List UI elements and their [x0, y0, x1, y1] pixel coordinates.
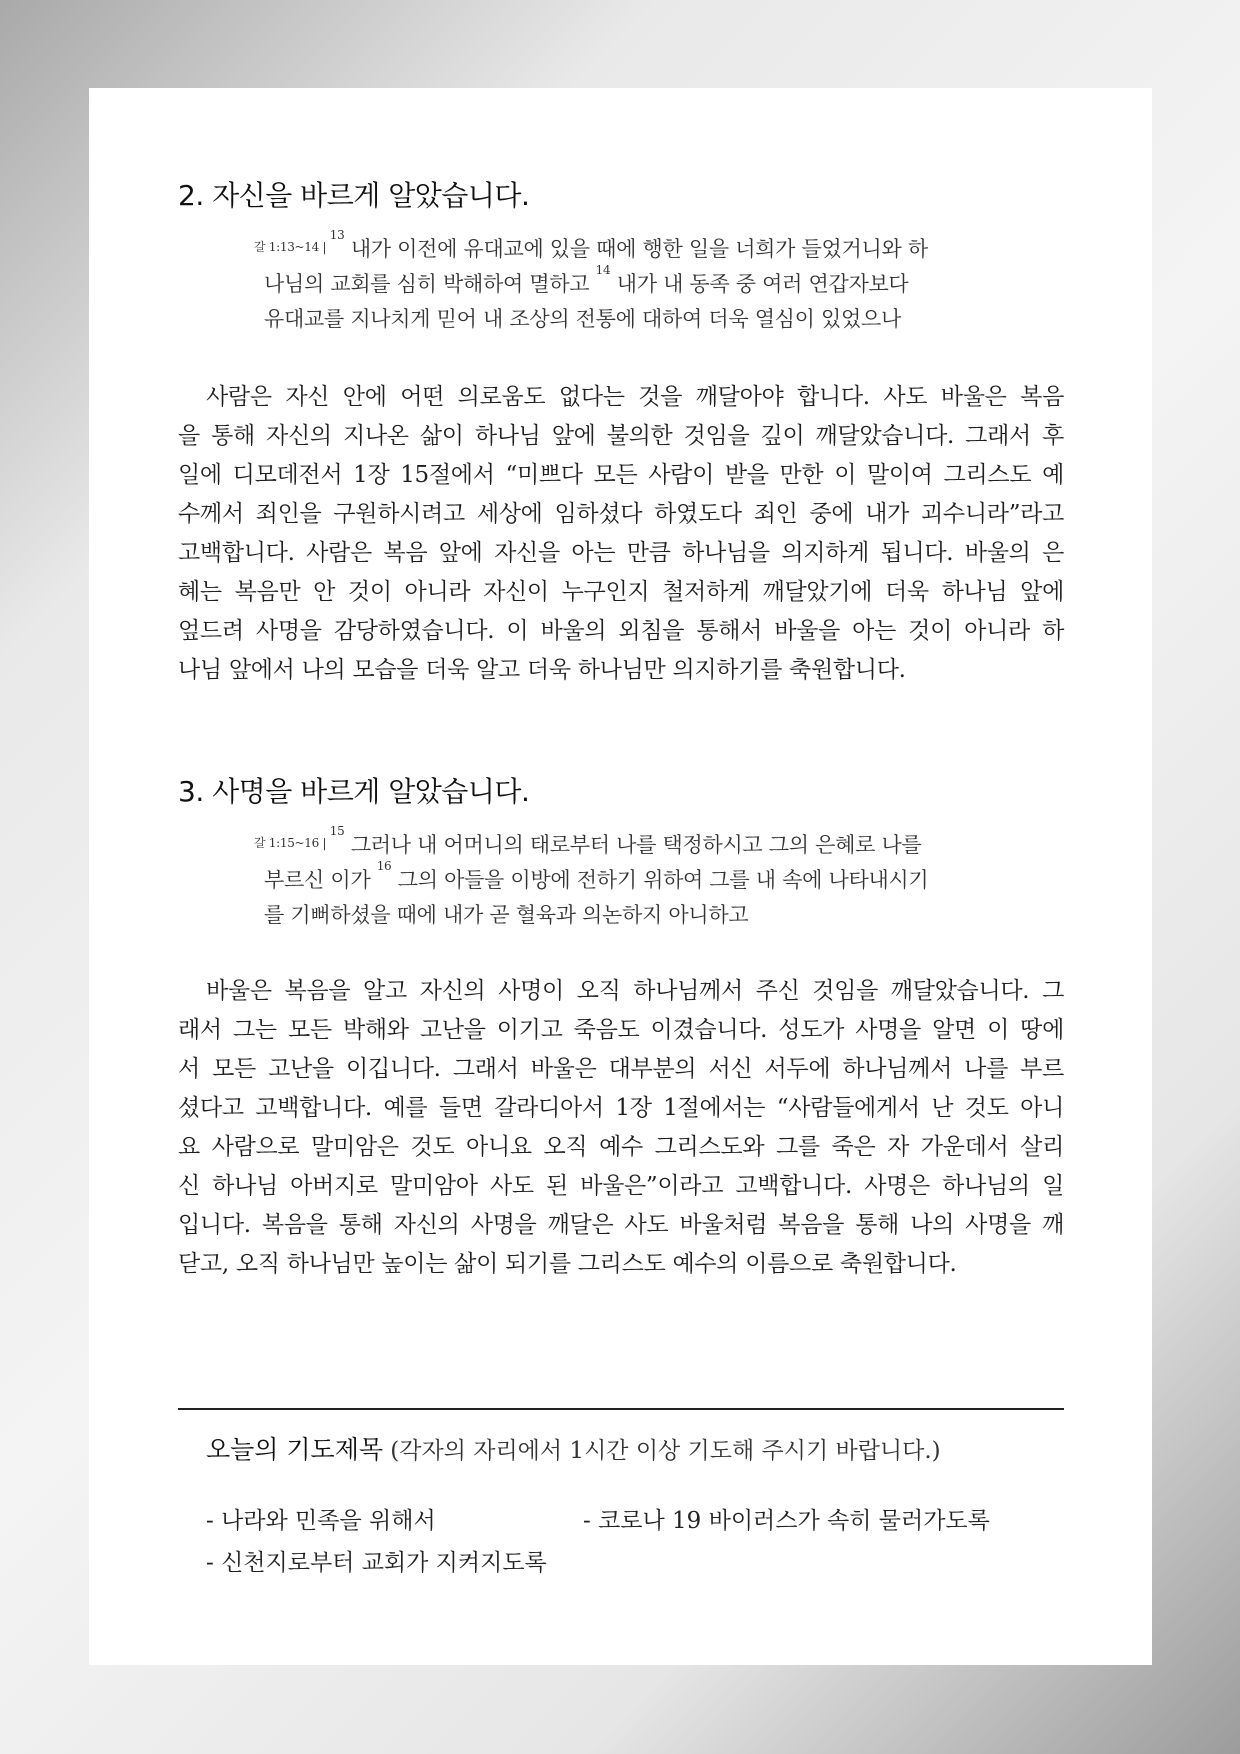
body-line: 수께서 죄인을 구원하시려고 세상에 임하셨다 하였도다 죄인 중에 내가 괴수니라”라고	[178, 501, 1064, 527]
verse-reference: 갈 1:13~14 |	[254, 240, 330, 254]
verse-reference: 갈 1:15~16 |	[254, 836, 330, 850]
body-line: 바울은 복음을 알고 자신의 사명이 오직 하나님께서 주신 것임을 깨달았습니다. 그	[206, 978, 1064, 1004]
section-3-heading: 3. 사명을 바르게 알았습니다.	[178, 775, 530, 808]
body-line: 일에 디모데전서 1장 15절에서 “미쁘다 모든 사람이 받을 만한 이 말이여 그리스도 예	[178, 462, 1064, 488]
document-page	[89, 88, 1152, 1665]
body-line: 을 통해 자신의 지나온 삶이 하나님 앞에 불의한 것임을 깊이 깨달았습니다. 그래서 후	[178, 423, 1064, 449]
body-line: 닫고, 오직 하나님만 높이는 삶이 되기를 그리스도 예수의 이름으로 축원합니다.	[178, 1251, 957, 1277]
verse-line	[254, 859, 1140, 898]
verse-text: 내가 이전에 유대교에 있을 때에 행한 일을 너희가 들었거니와 하	[344, 237, 928, 261]
verse-text: 유대교를 지나치게 믿어 내 조상의 전통에 대하여 더욱 열심이 있었으나	[264, 307, 901, 331]
body-line: 나님 앞에서 나의 모습을 더욱 알고 더욱 하나님만 의지하기를 축원합니다.	[178, 657, 906, 683]
body-line: 사람은 자신 안에 어떤 의로움도 없다는 것을 깨달아야 합니다. 사도 바울은 복음	[206, 384, 1064, 410]
section-2-verse	[254, 228, 1140, 337]
verse-text: 를 기뻐하셨을 때에 내가 곧 혈육과 의논하지 아니하고	[264, 903, 749, 927]
verse-line	[254, 263, 1140, 302]
body-line: 입니다. 복음을 통해 자신의 사명을 깨달은 사도 바울처럼 복음을 통해 나의 사명을 깨	[178, 1212, 1064, 1238]
prayer-item: - 나라와 민족을 위해서	[206, 1508, 436, 1534]
body-line: 신 하나님 아버지로 말미암아 사도 된 바울은”이라고 고백합니다. 사명은 하나님의 일	[178, 1173, 1064, 1199]
verse-text: 나님의 교회를 심히 박해하여 멸하고	[264, 272, 596, 296]
verse-number: 14	[595, 263, 611, 277]
prayer-note: (각자의 자리에서 1시간 이상 기도해 주시기 바랍니다.)	[383, 1438, 941, 1464]
verse-line	[254, 302, 1140, 337]
body-line: 고백합니다. 사람은 복음 앞에 자신을 아는 만큼 하나님을 의지하게 됩니다. 바울의 은	[178, 540, 1064, 566]
prayer-item: - 신천지로부터 교회가 지켜지도록	[206, 1550, 547, 1576]
verse-number: 15	[329, 824, 345, 838]
verse-line	[254, 228, 1140, 267]
verse-text: 그러나 내 어머니의 태로부터 나를 택정하시고 그의 은혜로 나를	[344, 833, 922, 857]
verse-text: 내가 내 동족 중 여러 연갑자보다	[610, 272, 909, 296]
body-line: 셨다고 고백합니다. 예를 들면 갈라디아서 1장 1절에서는 “사람들에게서 난 것도 아니	[178, 1095, 1064, 1121]
divider	[178, 1408, 1064, 1410]
body-line: 요 사람으로 말미암은 것도 아니요 오직 예수 그리스도와 그를 죽은 자 가운데서 살리	[178, 1134, 1064, 1160]
verse-number: 13	[329, 228, 345, 242]
verse-text: 그의 아들을 이방에 전하기 위하여 그를 내 속에 나타내시기	[391, 868, 929, 892]
prayer-header	[206, 1430, 1092, 1466]
section-2-heading: 2. 자신을 바르게 알았습니다.	[178, 179, 530, 212]
body-line: 혜는 복음만 안 것이 아니라 자신이 누구인지 철저하게 깨달았기에 더욱 하나님 앞에	[178, 579, 1064, 605]
section-3-verse	[254, 824, 1140, 933]
verse-text: 부르신 이가	[264, 868, 377, 892]
prayer-item: - 코로나 19 바이러스가 속히 물러가도록	[583, 1508, 990, 1534]
section-2-body	[178, 378, 1064, 690]
body-line: 엎드려 사명을 감당하였습니다. 이 바울의 외침을 통해서 바울을 아는 것이 아니라 하	[178, 618, 1064, 644]
body-line: 서 모든 고난을 이깁니다. 그래서 바울은 대부분의 서신 서두에 하나님께서 나를 부르	[178, 1056, 1064, 1082]
verse-number: 16	[376, 859, 392, 873]
prayer-title: 오늘의 기도제목	[206, 1435, 383, 1464]
section-3-body	[178, 972, 1064, 1284]
verse-line	[254, 898, 1140, 933]
body-line: 래서 그는 모든 박해와 고난을 이기고 죽음도 이겼습니다. 성도가 사명을 알면 이 땅에	[178, 1017, 1064, 1043]
verse-line	[254, 824, 1140, 863]
